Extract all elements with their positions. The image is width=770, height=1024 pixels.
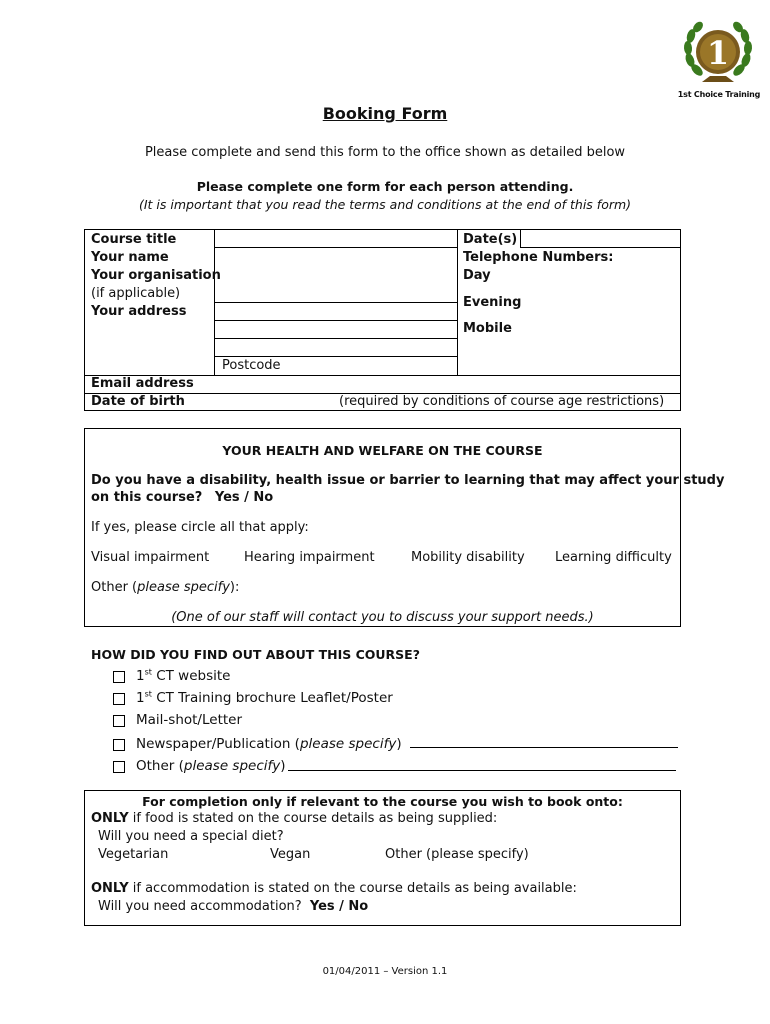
- logo-laurel-icon: [680, 20, 756, 100]
- email-input[interactable]: [185, 376, 680, 393]
- intro-text: Please complete and send this form to the office shown as detailed below: [144, 145, 626, 160]
- health-question-1: Do you have a disability, health issue or barrier to learning that may affect your study: [91, 473, 725, 488]
- option-learning[interactable]: Learning difficulty: [555, 550, 672, 565]
- label-mobile: Mobile: [463, 321, 512, 336]
- logo-text: 1st Choice Training: [677, 90, 761, 99]
- label-course-title: Course title: [91, 232, 177, 247]
- label-your-organisation: Your organisation: [91, 268, 221, 283]
- item4-italic: please specify: [299, 736, 397, 752]
- brochure-checkbox[interactable]: [113, 693, 125, 705]
- item5-prefix: Other (: [136, 758, 184, 774]
- course-title-input[interactable]: [215, 230, 457, 247]
- dob-input[interactable]: [180, 394, 330, 410]
- label-email-address: Email address: [91, 376, 194, 391]
- accom-only: ONLY: [91, 881, 129, 896]
- circle-prompt: If yes, please circle all that apply:: [91, 520, 309, 535]
- diet-vegetarian[interactable]: Vegetarian: [98, 847, 169, 862]
- address-line-2-input[interactable]: [215, 321, 457, 338]
- item2-sup: st: [144, 689, 152, 699]
- diet-question: Will you need a special diet?: [98, 829, 284, 844]
- option-hearing[interactable]: Hearing impairment: [244, 550, 375, 565]
- accom-text: if accommodation is stated on the course details as being available:: [128, 881, 577, 896]
- label-evening: Evening: [463, 295, 522, 310]
- item1-sup: st: [144, 667, 152, 677]
- address-line-1-input[interactable]: [215, 303, 457, 320]
- other-specify-line[interactable]: [288, 770, 676, 771]
- health-other-italic: please specify: [137, 580, 230, 595]
- logo-numeral: 1: [706, 34, 730, 72]
- item1-prefix: 1: [136, 668, 145, 684]
- health-other: [91, 580, 239, 595]
- page-title: Booking Form: [322, 104, 448, 123]
- newspaper-checkbox[interactable]: [113, 739, 125, 751]
- option-mobility[interactable]: Mobility disability: [411, 550, 525, 565]
- health-yes-no[interactable]: Yes / No: [214, 490, 274, 505]
- accom-question: [98, 899, 368, 914]
- instruction-bold: Please complete one form for each person attending.: [196, 179, 574, 194]
- option-visual[interactable]: Visual impairment: [91, 550, 210, 565]
- footer-version: 01/04/2011 – Version 1.1: [322, 966, 448, 977]
- contact-note: (One of our staff will contact you to discuss your support needs.): [171, 610, 594, 625]
- item2-prefix: 1: [136, 690, 145, 706]
- newspaper-specify-line[interactable]: [410, 747, 678, 748]
- address-line-3-input[interactable]: [215, 339, 457, 356]
- mailshot-checkbox[interactable]: [113, 715, 125, 727]
- label-day: Day: [463, 268, 491, 283]
- item5-suffix: ): [280, 758, 286, 774]
- diet-vegan[interactable]: Vegan: [270, 847, 311, 862]
- instruction-italic: (It is important that you read the terms and conditions at the end of this form): [138, 197, 632, 212]
- item4-suffix: ): [396, 736, 402, 752]
- food-only: ONLY: [91, 811, 129, 826]
- accom-yes-no[interactable]: Yes / No: [309, 899, 369, 914]
- label-your-address: Your address: [91, 304, 187, 319]
- label-date-of-birth: Date of birth: [91, 394, 185, 409]
- health-other-prefix: Other (: [91, 580, 138, 595]
- dob-note: (required by conditions of course age restrictions): [339, 394, 665, 409]
- label-your-name: Your name: [91, 250, 169, 265]
- label-postcode: Postcode: [222, 358, 281, 373]
- diet-other[interactable]: Other (please specify): [385, 847, 529, 862]
- other-checkbox[interactable]: [113, 761, 125, 773]
- item2-rest: CT Training brochure Leaflet/Poster: [151, 690, 393, 706]
- dates-input[interactable]: [521, 230, 680, 247]
- website-checkbox[interactable]: [113, 671, 125, 683]
- health-heading: YOUR HEALTH AND WELFARE ON THE COURSE: [222, 443, 543, 458]
- label-if-applicable: (if applicable): [91, 286, 181, 301]
- label-dates: Date(s): [463, 232, 518, 247]
- health-other-suffix: ):: [229, 580, 240, 595]
- health-question-2-text: on this course?: [91, 490, 203, 505]
- health-question-2: [91, 490, 273, 505]
- name-organisation-input[interactable]: [215, 248, 457, 302]
- item1-rest: CT website: [151, 668, 231, 684]
- accom-line: [91, 881, 577, 896]
- completion-heading: For completion only if relevant to the course you wish to book onto:: [142, 794, 623, 809]
- item4-prefix: Newspaper/Publication (: [136, 736, 300, 752]
- find-out-heading: HOW DID YOU FIND OUT ABOUT THIS COURSE?: [91, 647, 420, 662]
- food-text: if food is stated on the course details as being supplied:: [128, 811, 498, 826]
- accom-question-text: Will you need accommodation?: [98, 899, 302, 914]
- item5-italic: please specify: [183, 758, 281, 774]
- item3-text: Mail-shot/Letter: [136, 712, 243, 728]
- food-line: [91, 811, 497, 826]
- label-telephone-numbers: Telephone Numbers:: [463, 250, 614, 265]
